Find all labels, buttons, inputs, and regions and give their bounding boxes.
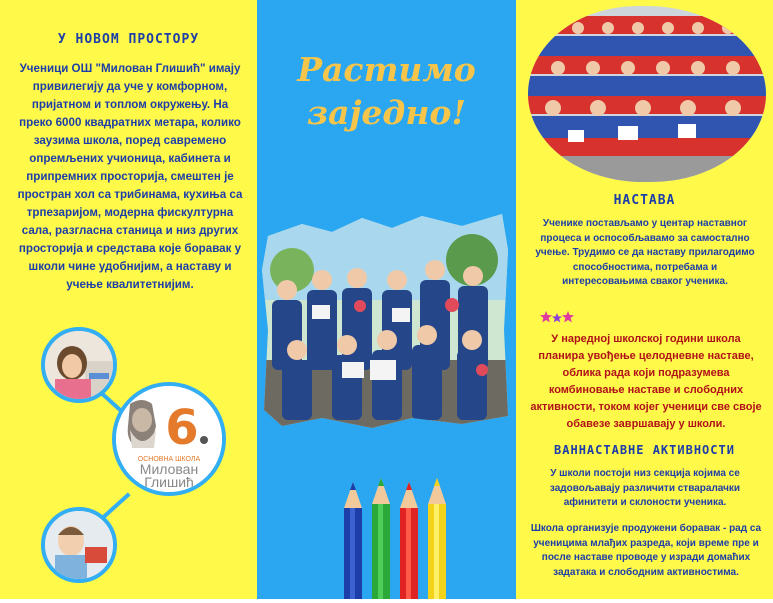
child-photo-top: [41, 327, 117, 403]
class-group-photo: [262, 210, 509, 430]
auditorium-photo: [528, 6, 766, 182]
logo-subtitle: ОСНОВНА ШКОЛА: [137, 456, 201, 463]
teaching-text: Ученике постављамо у центар наставног процеса и оспособљавамо за самостално учење. Трудимо се да наставу прилагодимо способностима, потребама и интересовањима сваког ученика.: [535, 218, 755, 287]
child-photo-bottom: [41, 507, 117, 583]
brochure-title: Растимо заједно!: [297, 50, 476, 132]
stars-icon: [540, 310, 574, 330]
colored-pencils: [340, 478, 452, 603]
logo-number: 6: [165, 400, 199, 456]
logo-name-line2: Глишић: [144, 474, 194, 490]
left-heading: У НОВОМ ПРОСТОРУ: [57, 32, 200, 47]
extracurricular-text: У школи постоји низ секција којима се задовољавају различити стваралачки афинитети и склоности ученика.: [549, 468, 741, 508]
extracurricular-heading: ВАННАСТАВНЕ АКТИВНОСТИ: [554, 443, 735, 457]
teaching-heading: НАСТАВА: [613, 193, 676, 208]
full-day-teaching-text: У наредној школској години школа планира увођење целодневне наставе, облика рада који подразумева комбиновање наставе и слободних активности, током којег ученици све своје обавезе завршавају у школи.: [530, 333, 762, 430]
left-body-text: Ученици ОШ "Милован Глишић" имају привилегију да уче у комфорном, пријатном и топлом окружењу. На преко 6000 квадратних метара, колико заузима школа, поред савремено опремљених учионица, кабинета и припремних просторија, смештен је простран хол са трибинама, кухиња са трпезаријом, модерна фискултурна сала, разгласна станица и низ других просторија и средстава које боравак у школи чине удобнијим, а наставу и учење квалитетнијим.: [17, 62, 243, 291]
extended-stay-text: Школа организује продужени боравак - рад са ученицима млађих разреда, који време пре и после наставе проводе у изради домаћих задатака и слободним активностима.: [530, 523, 762, 578]
logo-name-line1: Милован: [139, 461, 199, 477]
school-logo: [112, 382, 226, 496]
